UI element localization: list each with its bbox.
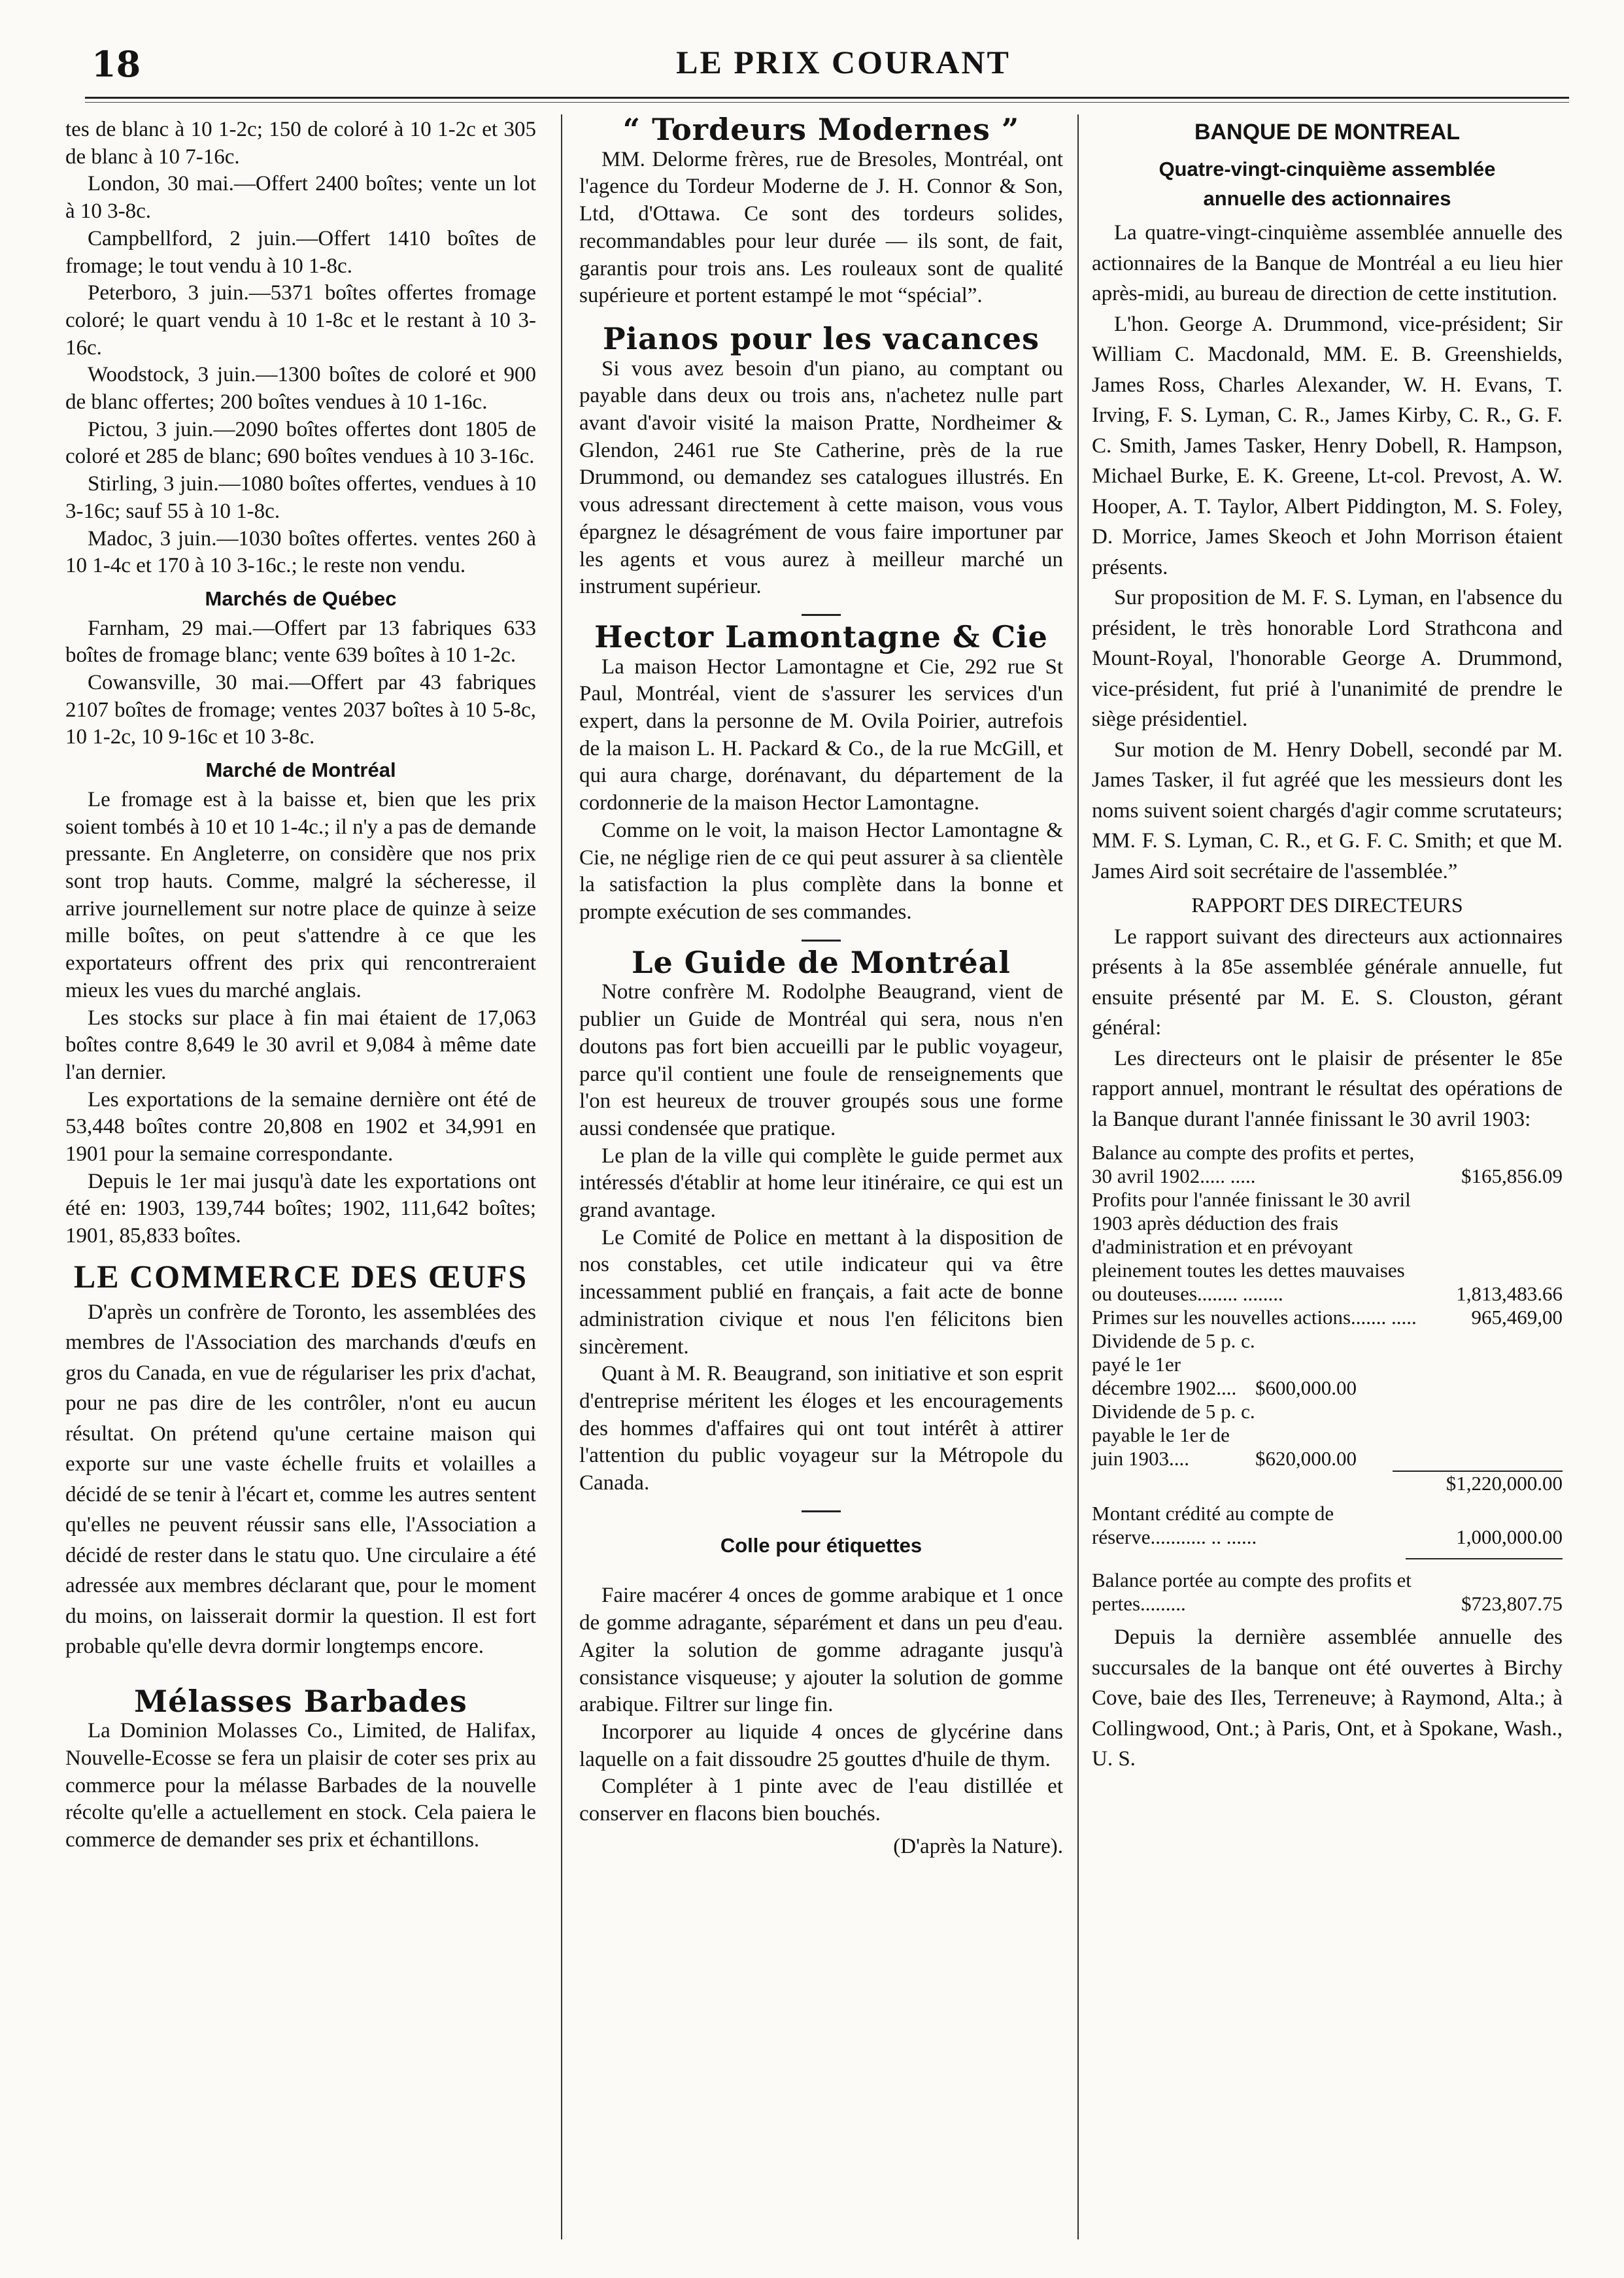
paragraph: Le Comité de Police en mettant à la disposition de nos constables, cet utile indicateur qui va être incessamment publié en français, a fait acte de bonne administration civique et nous l'en félicitons bien sincèrement. (579, 1225, 1063, 1359)
column-left (65, 116, 536, 1854)
column-right (1092, 116, 1563, 1775)
statement-amount: $165,856.09 (1461, 1164, 1563, 1188)
paragraph: Si vous avez besoin d'un piano, au comptant ou payable dans deux ou trois ans, n'achetez nulle part avant d'avoir visité la maison Pratte, Nordheimer & Glendon, 2461 rue Ste Catherine, près de la rue Drummond, ou demandez ses catalogues illustrés. En vous adressant directement à cette maison, vous vous épargnez le désagrément de vous faire importuner par les agents et vous aurez à meilleur marché un instrument supérieur. (579, 356, 1063, 599)
heading-commerce-oeufs: LE COMMERCE DES ŒUFS (73, 1257, 528, 1295)
paragraph: London, 30 mai.—Offert 2400 boîtes; vente un lot à 10 3-8c. (65, 172, 536, 224)
subheading-montreal: Marché de Montréal (205, 758, 396, 782)
source-credit: (D'après la Nature). (893, 1834, 1063, 1858)
paragraph: Stirling, 3 juin.—1080 boîtes offertes, vendues à 10 3-16c; sauf 55 à 10 1-8c. (65, 472, 536, 523)
statement-amount: $1,220,000.00 (1393, 1470, 1563, 1495)
paragraph: Faire macérer 4 onces de gomme arabique et 1 once de gomme adragante, séparément et dans un peu d'eau. Agiter la solution de gomme adragante jusqu'à consistance visqueuse; y ajouter la solution de gomme arabique. Filtrer sur linge fin. (579, 1584, 1063, 1717)
statement-label: Montant crédité au compte de réserve........... .. ...... (1092, 1502, 1334, 1549)
paragraph: Woodstock, 3 juin.—1300 boîtes de coloré et 900 de blanc offertes; 200 boîtes vendues à 10 1-16c. (65, 363, 536, 415)
column-divider (1077, 114, 1079, 2239)
heading-melasses: Mélasses Barbades (134, 1683, 467, 1719)
paragraph: MM. Delorme frères, rue de Bresoles, Montréal, ont l'agence du Tordeur Moderne de J. H. Connor & Son, Ltd, d'Ottawa. Ce sont des tordeurs solides, recommandables pour leur durée — ils sont, de fait, garantis pour trois ans. Les rouleaux sont de qualité supérieure et portent estampé le mot “spécial”. (579, 147, 1063, 308)
paragraph: Madoc, 3 juin.—1030 boîtes offertes. ventes 260 à 10 1-4c et 170 à 10 3-16c.; le reste non vendu. (65, 526, 536, 578)
heading-colle: Colle pour étiquettes (720, 1533, 922, 1557)
paragraph: Les directeurs ont le plaisir de présenter le 85e rapport annuel, montrant le résultat des opérations de la Banque durant l'année finissant le 30 avril 1903: (1092, 1046, 1563, 1131)
heading-pianos: Pianos pour les vacances (602, 320, 1040, 356)
statement-row (1092, 1502, 1563, 1549)
heading-guide: Le Guide de Montréal (632, 944, 1011, 980)
page-title: LE PRIX COURANT (676, 44, 1011, 80)
paragraph: Farnham, 29 mai.—Offert par 13 fabriques 633 boîtes de fromage blanc; vente 639 boîtes à 10 1-2c. (65, 616, 536, 668)
statement-label: Primes sur les nouvelles actions....... ..... (1092, 1306, 1417, 1329)
paragraph: Le fromage est à la baisse et, bien que les prix soient tombés à 10 et 10 1-4c.; il n'y a pas de demande pressante. En Angleterre, on considère que nos prix sont trop hauts. Comme, malgré la sécheresse, il arrive journellement sur notre place de quinze à seize mille boîtes, on peut s'attendre à ce que les exportateurs offrent des prix qui rencontreraient mieux les vues du marché anglais. (65, 787, 536, 1002)
statement-amount: $620,000.00 (1255, 1447, 1357, 1470)
statement-row (1092, 1470, 1563, 1495)
heading-banque: BANQUE DE MONTREAL (1194, 120, 1461, 144)
statement-amount: 1,813,483.66 (1456, 1282, 1563, 1306)
paragraph: Notre confrère M. Rodolphe Beaugrand, vient de publier un Guide de Montréal qui sera, nous n'en doutons pas fort bien accueilli par le public voyageur, parce qu'il contient une foule de renseignements que l'on est heureux de trouver groupés sous une forme aussi condensée que pratique. (579, 980, 1063, 1140)
statement-amount: 965,469,00 (1471, 1306, 1563, 1329)
column-middle (579, 112, 1063, 1860)
subheading-actionnaires: annuelle des actionnaires (1203, 187, 1451, 211)
statement-row (1092, 1141, 1563, 1188)
paragraph: Depuis le 1er mai jusqu'à date les exportations ont été en: 1903, 139,744 boîtes; 1902, 111,642 boîtes; 1901, 85,833 boîtes. (65, 1169, 536, 1248)
page-header (92, 39, 1595, 85)
paragraph: Peterboro, 3 juin.—5371 boîtes offertes fromage coloré; le quart vendu à 10 1-8c et le restant à 10 3-16c. (65, 281, 536, 360)
paragraph: Quant à M. R. Beaugrand, son initiative et son esprit d'entreprise méritent les éloges et les encouragements des hommes d'affaires qui ont tout intérêt à attirer l'attention du public voyageur sur la Métropole du Canada. (579, 1362, 1063, 1495)
paragraph: Pictou, 3 juin.—2090 boîtes offertes dont 1805 de coloré et 285 de blanc; 690 boîtes vendues à 10 3-16c. (65, 417, 536, 469)
statement-row (1092, 1306, 1563, 1329)
paragraph: La Dominion Molasses Co., Limited, de Halifax, Nouvelle-Ecosse se fera un plaisir de coter ses prix au commerce pour la mélasse Barbades de la nouvelle récolte qu'elle a actuellement en stock. Cela paiera le commerce de demander ses prix et échantillons. (65, 1719, 536, 1852)
statement-label: Dividende de 5 p. c. payable le 1er de juin 1903.... (1092, 1400, 1255, 1470)
paragraph: Les stocks sur place à fin mai étaient de 17,063 boîtes contre 8,649 le 30 avril et 9,084 à même date l'an dernier. (65, 1006, 536, 1084)
paragraph: Sur proposition de M. F. S. Lyman, en l'absence du président, le très honorable Lord Strathcona and Mount-Royal, l'honorable George A. Drummond, vice-président, fut prié à l'unanimité de prendre le siège présidentiel. (1092, 586, 1563, 732)
paragraph: La maison Hector Lamontagne et Cie, 292 rue St Paul, Montréal, vient de s'assurer les services d'un expert, dans la personne de M. Ovila Poirier, autrefois de la maison L. H. Packard & Co., de la rue McGill, et qui aura charge, dorénavant, du département de la cordonnerie de la maison Hector Lamontagne. (579, 654, 1063, 815)
paragraph: Comme on le voit, la maison Hector Lamontagne & Cie, ne néglige rien de ce qui peut assurer à sa clientèle la satisfaction la plus complète dans la bonne et prompte exécution de ses commandes. (579, 818, 1063, 924)
statement-amount: $723,807.75 (1461, 1592, 1563, 1616)
statement-label: Balance portée au compte des profits et pertes......... (1092, 1569, 1412, 1616)
paragraph: Incorporer au liquide 4 onces de glycérine dans laquelle on a fait dissoudre 25 gouttes d'huile de thym. (579, 1720, 1063, 1771)
paragraph: Le rapport suivant des directeurs aux actionnaires présents à la 85e assemblée générale annuelle, fut ensuite présenté par M. E. S. Clouston, gérant général: (1092, 925, 1563, 1040)
header-rule (85, 97, 1569, 99)
paragraph: Le plan de la ville qui complète le guide permet aux intéressés d'établir at home leur itinéraire, ce qui est un grand avantage. (579, 1144, 1063, 1223)
page-number: 18 (92, 43, 141, 85)
statement-amount: $600,000.00 (1255, 1376, 1357, 1400)
paragraph: tes de blanc à 10 1-2c; 150 de coloré à 10 1-2c et 305 de blanc à 10 7-16c. (65, 118, 536, 169)
heading-rapport: RAPPORT DES DIRECTEURS (1191, 893, 1463, 917)
paragraph: Depuis la dernière assemblée annuelle des succursales de la banque ont été ouvertes à Birchy Cove, baie des Iles, Terreneuve; à Raymond, Alta.; à Collingwood, Ont.; à Paris, Ont, et à Spokane, Wash., U. S. (1092, 1625, 1563, 1771)
column-divider (561, 114, 562, 2239)
section-separator (802, 940, 841, 942)
paragraph: Cowansville, 30 mai.—Offert par 43 fabriques 2107 boîtes de fromage; ventes 2037 boîtes à 10 5-8c, 10 1-2c, 10 9-16c et 10 3-8c. (65, 671, 536, 749)
statement-row (1092, 1400, 1563, 1470)
statement-row (1092, 1329, 1563, 1400)
paragraph: Les exportations de la semaine dernière ont été de 53,448 boîtes contre 20,808 en 1902 et 34,991 en 1901 pour la semaine correspondante. (65, 1087, 536, 1166)
paragraph: L'hon. George A. Drummond, vice-président; Sir William C. Macdonald, MM. E. B. Greenshields, James Ross, Charles Alexander, W. H. Evans, T. Irving, F. S. Lyman, C. R., James Kirby, C. R., G. F. C. Smith, James Tasker, Henry Dobell, R. Hampson, Michael Burke, E. K. Greene, Lt-col. Prevost, A. W. Hooper, A. T. Taylor, Albert Piddington, M. S. Foley, D. Morrice, James Skeoch et John Morrison étaient présents. (1092, 312, 1563, 579)
total-rule (1406, 1558, 1563, 1559)
subheading-assemblee: Quatre-vingt-cinquième assemblée (1159, 157, 1496, 180)
heading-tordeurs: “ Tordeurs Modernes ” (622, 112, 1020, 147)
section-separator (802, 614, 841, 616)
paragraph: Sur motion de M. Henry Dobell, secondé par M. James Tasker, il fut agréé que les messieurs dont les noms suivent soient chargés d'agir comme scrutateurs; MM. F. S. Lyman, C. R., et G. F. C. Smith; et que M. James Aird soit secrétaire de l'assemblée.” (1092, 738, 1563, 883)
paragraph: La quatre-vingt-cinquième assemblée annuelle des actionnaires de la Banque de Montréal a eu lieu hier après-midi, au bureau de direction de cette institution. (1092, 221, 1563, 306)
financial-statement (1092, 1141, 1563, 1616)
statement-row (1092, 1188, 1563, 1306)
heading-hector: Hector Lamontagne & Cie (594, 619, 1048, 654)
paragraph: Compléter à 1 pinte avec de l'eau distillée et conserver en flacons bien bouchés. (579, 1775, 1063, 1826)
paragraph: D'après un confrère de Toronto, les assemblées des membres de l'Association des marchands d'œufs en gros du Canada, en vue de régulariser les prix d'achat, pour ne pas dire de les contrôler, n'ont eu aucun résultat. On prétend qu'une certaine maison qui exporte sur une vaste échelle fruits et volailles a décidé de se tenir à l'écart et, comme les autres sentent qu'elles ne peuvent réussir sans elle, l'Association a décidé de rester dans le statu quo. Une circulaire a été adressée aux membres déclarant que, pour le moment du moins, on laisserait dormir la question. Il est fort probable qu'elle devra dormir longtemps encore. (65, 1300, 536, 1659)
subheading-quebec: Marchés de Québec (205, 586, 397, 610)
header-rule-thin (85, 102, 1569, 103)
statement-label: Profits pour l'année finissant le 30 avril 1903 après déduction des frais d'administration et en prévoyant pleinement toutes les dettes mauvaises ou douteuses........ ........ (1092, 1188, 1411, 1306)
statement-amount: 1,000,000.00 (1456, 1525, 1563, 1549)
statement-label: Dividende de 5 p. c. payé le 1er décembre 1902.... (1092, 1329, 1255, 1400)
statement-label: Balance au compte des profits et pertes, 30 avril 1902..... ..... (1092, 1141, 1415, 1188)
paragraph: Campbellford, 2 juin.—Offert 1410 boîtes de fromage; le tout vendu à 10 1-8c. (65, 226, 536, 278)
statement-row (1092, 1569, 1563, 1616)
section-separator (802, 1510, 841, 1512)
